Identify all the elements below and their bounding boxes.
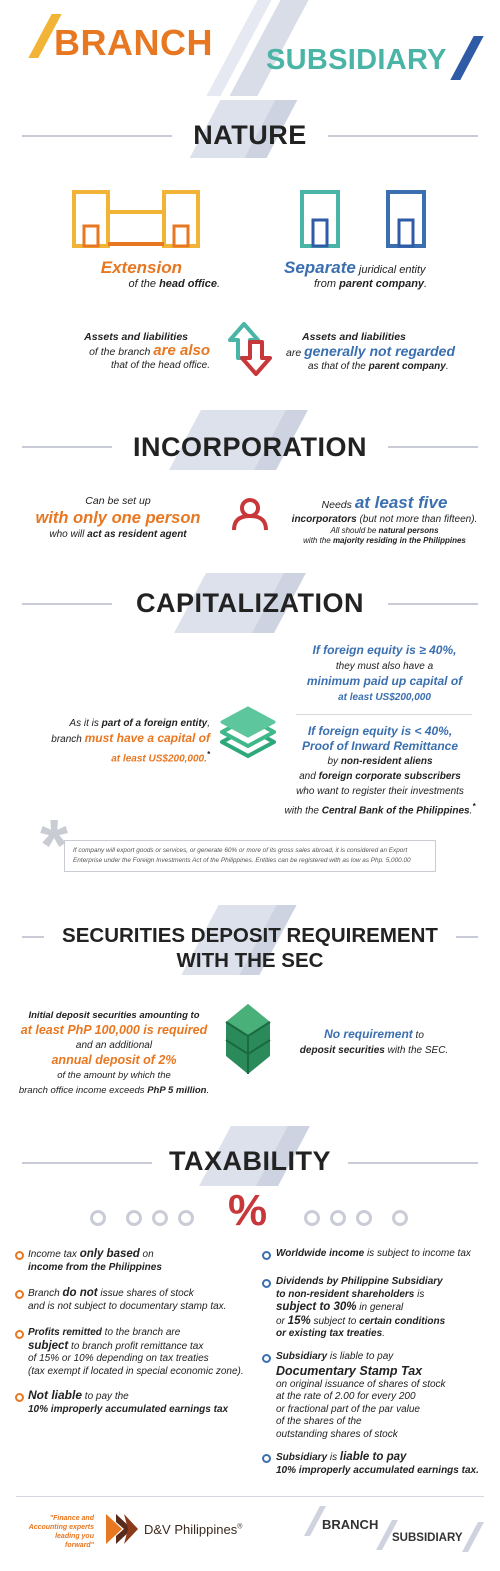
subsidiary-tax-3-g: or fractional part of the par value bbox=[276, 1403, 420, 1415]
securities-subsidiary-line2-bold: deposit securities bbox=[299, 1045, 385, 1056]
nature-title: NATURE bbox=[193, 120, 307, 150]
footer-tag-line1: "Finance and bbox=[49, 1515, 94, 1522]
securities-subsidiary-line1-rest: to bbox=[412, 1030, 424, 1041]
dot-decoration bbox=[356, 1210, 372, 1226]
subsidiary-tax-2-h: or bbox=[276, 1315, 288, 1327]
subsidiary-tax-2-e: is bbox=[414, 1288, 425, 1300]
securities-branch-line6-pre: branch office income exceeds bbox=[18, 1085, 148, 1096]
bullet-icon bbox=[15, 1251, 24, 1260]
capital-low-line5: who want to register their investments bbox=[296, 786, 464, 797]
nature-right-text bbox=[284, 258, 474, 290]
parent-building-icon bbox=[300, 190, 340, 248]
assets-right-line3-pre: as that of the bbox=[308, 361, 369, 372]
securities-branch-line3: and an additional bbox=[75, 1040, 153, 1051]
subsidiary-tax-3-e: on original issuance of shares of stock bbox=[276, 1378, 446, 1390]
securities-branch-line1: Initial deposit securities amounting to bbox=[28, 1010, 200, 1021]
incorporation-right-line2-bold: incorporators bbox=[291, 514, 357, 525]
capital-high-line4: at least US$200,000 bbox=[338, 691, 431, 703]
capital-low-line6-pre: with the bbox=[284, 805, 322, 817]
branch-tax-3-d: of 15% or 10% depending on tax treaties bbox=[28, 1353, 209, 1364]
subsidiary-tax-item-3 bbox=[276, 1351, 491, 1441]
up-down-arrows-icon bbox=[226, 318, 274, 380]
nature-right-line2-bold: parent company bbox=[339, 278, 425, 290]
assets-right-line3-bold: parent company bbox=[368, 361, 446, 372]
capital-high-equity-text bbox=[292, 643, 477, 705]
footer-tag-line3: leading you bbox=[55, 1533, 94, 1540]
nature-left-line2-bold: head office bbox=[159, 278, 217, 290]
footer-tag-line2: Accounting experts bbox=[28, 1524, 94, 1531]
capital-branch-line1-bold: part of a foreign entity bbox=[101, 718, 208, 729]
security-crystal-icon bbox=[224, 1002, 272, 1076]
subsidiary-tax-2-m: . bbox=[382, 1328, 385, 1339]
branch-tax-3-c: to branch profit remittance tax bbox=[68, 1340, 204, 1352]
nature-left-line2-post: . bbox=[216, 278, 220, 290]
assets-left-highlight: are also bbox=[153, 342, 210, 359]
incorporation-left-line1: Can be set up bbox=[85, 495, 151, 507]
incorporation-right-line3-bold: natural persons bbox=[378, 526, 439, 535]
securities-title-line2: WITH THE SEC bbox=[176, 949, 324, 972]
incorporation-right-line3-pre: All should be bbox=[330, 526, 379, 535]
header-subsidiary-title: SUBSIDIARY bbox=[266, 44, 447, 76]
capital-branch-line1-post: , bbox=[207, 718, 210, 729]
branch-tax-1-d: income from the Philippines bbox=[28, 1261, 162, 1273]
subsidiary-tax-4-a: Subsidiary bbox=[276, 1452, 328, 1463]
capital-branch-line3: at least US$200,000. bbox=[111, 753, 207, 765]
incorporation-right-text bbox=[282, 494, 487, 546]
branch-tax-4-c: to pay the bbox=[82, 1391, 129, 1402]
dv-logo-icon bbox=[104, 1512, 140, 1546]
footer-logo-accent-3 bbox=[462, 1522, 484, 1552]
securities-branch-highlight1: at least PhP 100,000 is required bbox=[20, 1023, 208, 1037]
incorporation-right-line4-bold: majority residing in the Philippines bbox=[332, 536, 466, 545]
percent-icon: % bbox=[228, 1186, 268, 1235]
branch-tax-item-4 bbox=[28, 1389, 253, 1416]
subsidiary-tax-3-a: Subsidiary bbox=[276, 1351, 328, 1362]
subsidiary-tax-2-l: or existing tax treaties bbox=[276, 1328, 383, 1339]
assets-left-line3: that of the head office. bbox=[111, 360, 210, 371]
capital-branch-star: * bbox=[206, 750, 210, 759]
subsidiary-tax-2-f: subject to 30% bbox=[276, 1301, 357, 1313]
subsidiary-tax-2-d: to non-resident shareholders bbox=[276, 1288, 415, 1300]
dot-decoration bbox=[392, 1210, 408, 1226]
assets-right-text bbox=[286, 330, 486, 374]
incorporation-title: INCORPORATION bbox=[133, 432, 367, 462]
subsidiary-tax-2-c: by Philippine Subsidiary bbox=[323, 1276, 443, 1287]
dot-decoration bbox=[152, 1210, 168, 1226]
assets-right-line1: Assets and liabilities bbox=[302, 331, 406, 343]
assets-right-line2-pre: are bbox=[286, 347, 305, 359]
subsidiary-tax-2-a: Dividends bbox=[276, 1276, 324, 1287]
securities-branch-text bbox=[14, 1008, 214, 1098]
branch-tax-3-a: Profits remitted bbox=[28, 1327, 102, 1338]
nature-right-line1-rest: juridical entity bbox=[355, 264, 426, 276]
securities-title-line1: SECURITIES DEPOSIT REQUIREMENT bbox=[62, 924, 438, 947]
footer-brand bbox=[144, 1522, 242, 1537]
header-branch-title: BRANCH bbox=[54, 22, 213, 63]
capital-branch-text bbox=[20, 716, 210, 767]
subsidiary-tax-4-d: liable to pay bbox=[339, 1451, 407, 1463]
branch-tax-3-b: subject bbox=[28, 1339, 69, 1352]
securities-branch-line6-post: . bbox=[206, 1085, 210, 1096]
capital-low-star: * bbox=[472, 802, 476, 811]
branch-tax-1-c: on bbox=[139, 1249, 154, 1260]
dot-decoration bbox=[90, 1210, 106, 1226]
footnote-star: * bbox=[40, 806, 69, 886]
capital-low-line6-bold: Central Bank of the Philippines bbox=[321, 805, 470, 817]
incorporation-left-highlight: with only one person bbox=[35, 509, 201, 527]
footer-brand-name: D&V Philippines bbox=[144, 1522, 238, 1537]
incorporation-right-line1-pre: Needs bbox=[321, 499, 355, 511]
capital-low-line3-bold: non-resident aliens bbox=[340, 756, 433, 767]
subsidiary-tax-4-e: 10% improperly accumulated earnings tax. bbox=[276, 1464, 479, 1476]
subsidiary-tax-2-g: in general bbox=[356, 1302, 404, 1313]
subsidiary-tax-3-c: is liable to pay bbox=[327, 1351, 394, 1362]
securities-subsidiary-line2-rest: with the SEC. bbox=[384, 1045, 449, 1056]
footer-branch: BRANCH bbox=[322, 1517, 379, 1532]
dot-decoration bbox=[330, 1210, 346, 1226]
footnote-line1: If company will export goods or services, or generate 60% or more of its gross sales abroad, it is considered an Export bbox=[73, 847, 408, 854]
branch-tax-2-c: issue shares of stock bbox=[97, 1288, 194, 1299]
assets-right-highlight: generally not regarded bbox=[304, 343, 456, 359]
capital-low-line3-pre: by bbox=[327, 756, 341, 767]
nature-right-highlight: Separate bbox=[284, 258, 356, 277]
footer-tag-line4: forward" bbox=[65, 1542, 94, 1549]
nature-right-line2-post: . bbox=[424, 278, 428, 290]
branch-tax-1-b: only based bbox=[79, 1248, 140, 1260]
subsidiary-tax-item-1 bbox=[276, 1248, 491, 1261]
capital-low-line6-post: . bbox=[469, 805, 473, 817]
incorporation-right-highlight: at least five bbox=[354, 493, 448, 512]
person-icon bbox=[230, 498, 270, 532]
subsidiary-tax-3-f: at the rate of 2.00 for every 200 bbox=[276, 1391, 416, 1402]
branch-tax-item-1 bbox=[28, 1248, 248, 1274]
securities-branch-line5: of the amount by which the bbox=[57, 1070, 171, 1081]
footer-subsidiary: SUBSIDIARY bbox=[392, 1532, 463, 1544]
head-office-building-icon bbox=[72, 190, 200, 248]
securities-branch-highlight2: annual deposit of 2% bbox=[51, 1053, 177, 1067]
incorporation-left-line3-pre: who will bbox=[49, 529, 88, 540]
subsidiary-tax-3-h: of the shares of the bbox=[276, 1416, 362, 1427]
incorporation-left-line3-bold: act as resident agent bbox=[87, 529, 187, 540]
incorporation-right-line2-rest: (but not more than fifteen). bbox=[356, 514, 478, 525]
taxability-title: TAXABILITY bbox=[169, 1146, 331, 1176]
branch-tax-3-pre: to the branch are bbox=[101, 1327, 181, 1338]
branch-tax-2-b: do not bbox=[62, 1287, 98, 1299]
branch-tax-item-3 bbox=[28, 1327, 258, 1378]
incorporation-right-line4-pre: with the bbox=[303, 536, 333, 545]
assets-right-line3-post: . bbox=[445, 361, 449, 372]
footnote-line2: Enterprise under the Foreign Investments Act of the Philippines. Entities can be registered with as low as Php. 5,000.00 bbox=[73, 857, 411, 864]
header-subsidiary-accent bbox=[450, 36, 483, 80]
bullet-icon bbox=[15, 1330, 24, 1339]
subsidiary-tax-2-k: certain conditions bbox=[359, 1315, 446, 1327]
capital-low-line4-bold: foreign corporate subscribers bbox=[318, 771, 461, 782]
assets-left-line2-pre: of the branch bbox=[89, 346, 154, 358]
branch-tax-2-a: Branch bbox=[28, 1288, 63, 1299]
bullet-icon bbox=[15, 1290, 24, 1299]
dot-decoration bbox=[178, 1210, 194, 1226]
securities-subsidiary-highlight: No requirement bbox=[324, 1027, 413, 1041]
subsidiary-building-icon bbox=[386, 190, 426, 248]
branch-tax-3-e: (tax exempt if located in special economic zone). bbox=[28, 1365, 244, 1377]
nature-left-text bbox=[40, 258, 220, 290]
assets-left-line1: Assets and liabilities bbox=[84, 331, 188, 343]
footer-divider bbox=[16, 1496, 484, 1497]
subsidiary-tax-1-c: is subject to income tax bbox=[364, 1248, 471, 1259]
money-stack-icon bbox=[218, 706, 278, 762]
branch-tax-4-d: 10% improperly accumulated earnings tax bbox=[28, 1403, 229, 1415]
dot-decoration bbox=[304, 1210, 320, 1226]
footnote-box bbox=[64, 840, 436, 872]
dot-decoration bbox=[126, 1210, 142, 1226]
securities-branch-line6-bold: PhP 5 million bbox=[147, 1085, 207, 1096]
footer-tagline bbox=[14, 1514, 94, 1550]
capital-low-equity-text bbox=[280, 724, 480, 818]
capital-high-line1: If foreign equity is ≥ 40%, bbox=[312, 643, 457, 657]
subsidiary-tax-3-i: outstanding shares of stock bbox=[276, 1428, 398, 1440]
capital-low-line1: If foreign equity is < 40%, bbox=[307, 724, 453, 738]
capital-branch-highlight: must have a capital of bbox=[84, 731, 210, 745]
subsidiary-tax-item-4 bbox=[276, 1451, 491, 1477]
bullet-icon bbox=[262, 1354, 271, 1363]
incorporation-left-text bbox=[18, 494, 218, 542]
subsidiary-tax-item-2 bbox=[276, 1276, 491, 1341]
capital-branch-line1-pre: As it is bbox=[69, 718, 102, 729]
bullet-icon bbox=[262, 1454, 271, 1463]
branch-tax-item-2 bbox=[28, 1287, 253, 1313]
capital-high-line2: they must also have a bbox=[335, 660, 434, 672]
subsidiary-tax-4-c: is bbox=[327, 1452, 340, 1463]
assets-left-text bbox=[40, 330, 210, 373]
capital-branch-line2-pre: branch bbox=[51, 734, 85, 745]
securities-subsidiary-text bbox=[284, 1027, 464, 1058]
nature-right-line2-pre: from bbox=[314, 278, 340, 290]
capitalization-title: CAPITALIZATION bbox=[136, 588, 364, 618]
branch-tax-2-d: and is not subject to documentary stamp tax. bbox=[28, 1300, 227, 1312]
subsidiary-tax-2-i: 15% bbox=[287, 1314, 311, 1327]
capital-low-line2: Proof of Inward Remittance bbox=[301, 739, 459, 753]
bullet-icon bbox=[262, 1279, 271, 1288]
subsidiary-tax-1-a: Worldwide income bbox=[276, 1248, 365, 1259]
divider bbox=[296, 714, 472, 715]
capital-high-line3: minimum paid up capital of bbox=[306, 674, 463, 688]
nature-left-highlight: Extension bbox=[100, 258, 182, 277]
footer-brand-sup: ® bbox=[237, 1523, 243, 1531]
nature-left-line2-pre: of the bbox=[128, 278, 160, 290]
subsidiary-tax-2-j: subject to bbox=[310, 1315, 360, 1327]
capital-low-line4-pre: and bbox=[299, 771, 319, 782]
branch-tax-1-a: Income tax bbox=[28, 1249, 80, 1260]
branch-tax-4-b: Not liable bbox=[28, 1388, 83, 1402]
bullet-icon bbox=[262, 1251, 271, 1260]
subsidiary-tax-3-d: Documentary Stamp Tax bbox=[276, 1363, 423, 1378]
bullet-icon bbox=[15, 1393, 24, 1402]
